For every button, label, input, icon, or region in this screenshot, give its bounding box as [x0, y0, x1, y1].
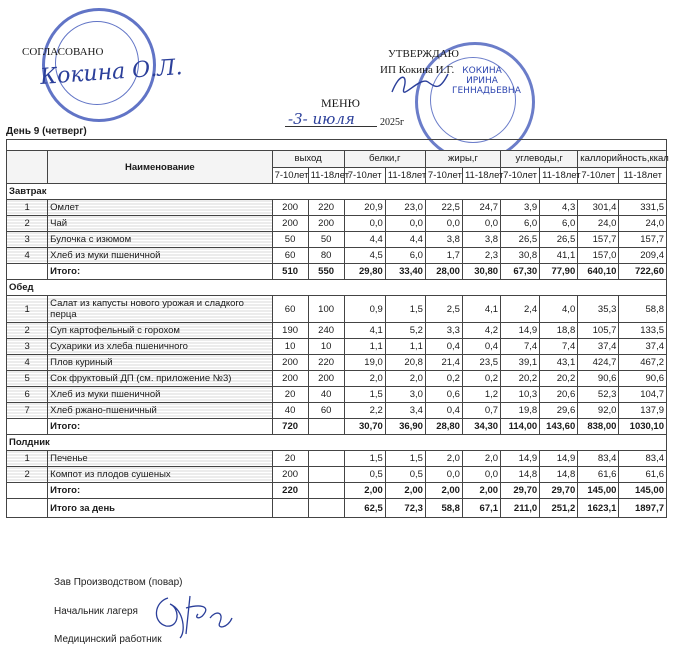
value-cell: 6,0	[540, 216, 578, 232]
value-cell: 200	[272, 200, 308, 216]
value-cell: 2,3	[462, 248, 500, 264]
total-label: Итого:	[48, 419, 272, 435]
dish-name: Хлеб ржано-пшеничный	[48, 403, 272, 419]
subheader-cell: 7-10лет	[425, 167, 462, 184]
row-number: 2	[7, 323, 48, 339]
value-cell: 41,1	[540, 248, 578, 264]
value-cell: 24,0	[578, 216, 619, 232]
table-row	[7, 403, 667, 419]
value-cell: 19,0	[344, 355, 385, 371]
value-cell: 2,5	[425, 296, 462, 323]
total-value-cell: 510	[272, 264, 308, 280]
dish-name: Хлеб из муки пшеничной	[48, 248, 272, 264]
section-title: Полдник	[7, 435, 667, 451]
value-cell: 23,0	[385, 200, 425, 216]
value-cell: 1,1	[385, 339, 425, 355]
value-cell: 2,2	[344, 403, 385, 419]
value-cell: 0,0	[344, 216, 385, 232]
value-cell: 4,4	[344, 232, 385, 248]
value-cell: 4,5	[344, 248, 385, 264]
dish-name: Сок фруктовый ДП (см. приложение №3)	[48, 371, 272, 387]
value-cell: 20,2	[501, 371, 540, 387]
value-cell: 200	[308, 371, 344, 387]
value-cell: 20,9	[344, 200, 385, 216]
total-value-cell: 30,80	[462, 264, 500, 280]
table-row	[7, 451, 667, 467]
value-cell: 240	[308, 323, 344, 339]
total-value-cell: 28,80	[425, 419, 462, 435]
total-empty-cell	[7, 419, 48, 435]
value-cell: 7,4	[540, 339, 578, 355]
value-cell: 29,6	[540, 403, 578, 419]
value-cell	[308, 467, 344, 483]
total-value-cell: 2,00	[462, 483, 500, 499]
date-underline	[285, 126, 377, 127]
day-total-value-cell: 67,1	[462, 499, 500, 518]
day-total-value-cell: 1897,7	[619, 499, 667, 518]
header-carbs: углеводы,г	[501, 151, 578, 168]
table-row	[7, 371, 667, 387]
header-kcal: каллорийность,ккал	[578, 151, 667, 168]
day-total-value-cell: 62,5	[344, 499, 385, 518]
row-number: 1	[7, 296, 48, 323]
value-cell: 10	[308, 339, 344, 355]
value-cell: 39,1	[501, 355, 540, 371]
value-cell: 200	[308, 216, 344, 232]
row-number: 4	[7, 355, 48, 371]
value-cell: 1,2	[462, 387, 500, 403]
value-cell: 190	[272, 323, 308, 339]
value-cell: 2,0	[344, 371, 385, 387]
total-value-cell: 2,00	[344, 483, 385, 499]
value-cell: 14,9	[540, 451, 578, 467]
total-value-cell: 145,00	[578, 483, 619, 499]
total-value-cell: 143,60	[540, 419, 578, 435]
day-total-row	[7, 499, 667, 518]
table-row	[7, 355, 667, 371]
dish-name: Салат из капусты нового урожая и сладкого перца	[48, 296, 272, 323]
value-cell: 137,9	[619, 403, 667, 419]
total-value-cell: 29,70	[540, 483, 578, 499]
value-cell: 4,1	[462, 296, 500, 323]
table-row	[7, 232, 667, 248]
value-cell: 200	[272, 355, 308, 371]
menu-table	[6, 139, 667, 518]
value-cell: 2,0	[425, 451, 462, 467]
row-number: 5	[7, 371, 48, 387]
value-cell: 23,5	[462, 355, 500, 371]
value-cell: 0,6	[425, 387, 462, 403]
value-cell: 200	[272, 216, 308, 232]
day-total-value-cell: 72,3	[385, 499, 425, 518]
total-value-cell	[308, 419, 344, 435]
row-number: 2	[7, 216, 48, 232]
day-label: День 9 (четверг)	[6, 126, 87, 137]
header-proteins: белки,г	[344, 151, 425, 168]
value-cell: 105,7	[578, 323, 619, 339]
value-cell: 0,0	[462, 467, 500, 483]
value-cell: 24,0	[619, 216, 667, 232]
row-number: 1	[7, 200, 48, 216]
value-cell: 58,8	[619, 296, 667, 323]
value-cell: 14,9	[501, 451, 540, 467]
value-cell: 331,5	[619, 200, 667, 216]
section-row	[7, 435, 667, 451]
value-cell: 90,6	[578, 371, 619, 387]
value-cell: 200	[272, 467, 308, 483]
dish-name: Омлет	[48, 200, 272, 216]
total-label: Итого:	[48, 483, 272, 499]
subheader-cell: 7-10лет	[344, 167, 385, 184]
value-cell: 3,3	[425, 323, 462, 339]
total-empty-cell	[7, 264, 48, 280]
value-cell: 5,2	[385, 323, 425, 339]
value-cell: 1,5	[385, 451, 425, 467]
value-cell: 0,2	[462, 371, 500, 387]
section-title: Завтрак	[7, 184, 667, 200]
total-value-cell: 550	[308, 264, 344, 280]
value-cell: 6,0	[501, 216, 540, 232]
value-cell: 14,8	[501, 467, 540, 483]
value-cell: 1,5	[385, 296, 425, 323]
value-cell: 52,3	[578, 387, 619, 403]
value-cell: 7,4	[501, 339, 540, 355]
header-row	[7, 151, 667, 168]
value-cell: 424,7	[578, 355, 619, 371]
table-row	[7, 248, 667, 264]
value-cell: 20,6	[540, 387, 578, 403]
value-cell: 3,8	[462, 232, 500, 248]
footer-head: Начальник лагеря	[54, 606, 138, 617]
value-cell: 60	[272, 296, 308, 323]
header-name: Наименование	[48, 151, 272, 184]
subheader-cell: 11-18лет	[385, 167, 425, 184]
dish-name: Компот из плодов сушеных	[48, 467, 272, 483]
value-cell: 6,0	[385, 248, 425, 264]
total-value-cell	[308, 483, 344, 499]
value-cell: 14,8	[540, 467, 578, 483]
value-cell: 0,4	[462, 339, 500, 355]
dish-name: Хлеб из муки пшеничной	[48, 387, 272, 403]
value-cell: 3,9	[501, 200, 540, 216]
value-cell: 21,4	[425, 355, 462, 371]
value-cell: 4,3	[540, 200, 578, 216]
value-cell: 26,5	[501, 232, 540, 248]
total-label: Итого:	[48, 264, 272, 280]
value-cell: 19,8	[501, 403, 540, 419]
table-row	[7, 296, 667, 323]
total-value-cell: 29,80	[344, 264, 385, 280]
year-label: 2025г	[380, 117, 405, 128]
value-cell: 1,5	[344, 451, 385, 467]
value-cell: 0,0	[462, 216, 500, 232]
value-cell	[308, 451, 344, 467]
day-total-value-cell: 211,0	[501, 499, 540, 518]
value-cell: 83,4	[578, 451, 619, 467]
row-number: 7	[7, 403, 48, 419]
value-cell: 467,2	[619, 355, 667, 371]
value-cell: 10,3	[501, 387, 540, 403]
head-signature	[150, 588, 235, 640]
value-cell: 3,4	[385, 403, 425, 419]
value-cell: 10	[272, 339, 308, 355]
value-cell: 50	[272, 232, 308, 248]
value-cell: 80	[308, 248, 344, 264]
dish-name: Плов куриный	[48, 355, 272, 371]
total-value-cell: 114,00	[501, 419, 540, 435]
value-cell: 18,8	[540, 323, 578, 339]
value-cell: 90,6	[619, 371, 667, 387]
value-cell: 3,0	[385, 387, 425, 403]
value-cell: 133,5	[619, 323, 667, 339]
row-number: 1	[7, 451, 48, 467]
day-total-label: Итого за день	[48, 499, 272, 518]
row-number: 6	[7, 387, 48, 403]
spacer-row	[7, 140, 667, 151]
table-row	[7, 216, 667, 232]
value-cell: 83,4	[619, 451, 667, 467]
total-value-cell: 720	[272, 419, 308, 435]
document-title: МЕНЮ	[321, 96, 360, 110]
total-value-cell: 67,30	[501, 264, 540, 280]
day-total-value-cell: 58,8	[425, 499, 462, 518]
value-cell: 157,7	[578, 232, 619, 248]
total-value-cell: 77,90	[540, 264, 578, 280]
value-cell: 157,0	[578, 248, 619, 264]
value-cell: 0,0	[425, 216, 462, 232]
total-value-cell: 36,90	[385, 419, 425, 435]
value-cell: 0,4	[425, 403, 462, 419]
value-cell: 1,7	[425, 248, 462, 264]
subheader-cell: 11-18лет	[462, 167, 500, 184]
table-row	[7, 467, 667, 483]
total-value-cell: 2,00	[385, 483, 425, 499]
subheader-cell: 7-10лет	[501, 167, 540, 184]
row-number: 3	[7, 232, 48, 248]
value-cell: 40	[272, 403, 308, 419]
value-cell: 60	[272, 248, 308, 264]
total-value-cell: 640,10	[578, 264, 619, 280]
day-total-empty-cell	[7, 499, 48, 518]
total-value-cell: 2,00	[425, 483, 462, 499]
footer-medic: Медицинский работник	[54, 634, 162, 645]
agreed-label: СОГЛАСОВАНО	[22, 46, 104, 58]
value-cell: 4,0	[540, 296, 578, 323]
value-cell: 0,5	[344, 467, 385, 483]
total-value-cell: 838,00	[578, 419, 619, 435]
value-cell: 0,7	[462, 403, 500, 419]
value-cell: 4,1	[344, 323, 385, 339]
value-cell: 60	[308, 403, 344, 419]
dish-name: Суп картофельный с горохом	[48, 323, 272, 339]
dish-name: Чай	[48, 216, 272, 232]
value-cell: 4,2	[462, 323, 500, 339]
total-empty-cell	[7, 483, 48, 499]
table-row	[7, 200, 667, 216]
subheader-cell: 11-18лет	[308, 167, 344, 184]
value-cell: 0,5	[385, 467, 425, 483]
total-value-cell: 29,70	[501, 483, 540, 499]
table-row	[7, 339, 667, 355]
value-cell: 100	[308, 296, 344, 323]
value-cell: 3,8	[425, 232, 462, 248]
total-value-cell: 722,60	[619, 264, 667, 280]
value-cell: 157,7	[619, 232, 667, 248]
value-cell: 0,0	[425, 467, 462, 483]
value-cell: 40	[308, 387, 344, 403]
value-cell: 200	[272, 371, 308, 387]
day-total-value-cell: 1623,1	[578, 499, 619, 518]
value-cell: 0,9	[344, 296, 385, 323]
value-cell: 2,0	[385, 371, 425, 387]
row-number: 3	[7, 339, 48, 355]
value-cell: 20	[272, 387, 308, 403]
subheader-cell: 7-10лет	[272, 167, 308, 184]
value-cell: 104,7	[619, 387, 667, 403]
approved-label: УТВЕРЖДАЮ	[388, 48, 459, 60]
total-row	[7, 264, 667, 280]
value-cell: 220	[308, 200, 344, 216]
left-signature: Кокина О.Л.	[39, 55, 184, 90]
approver-name: ИП Кокина И.Г.	[380, 64, 455, 76]
handwritten-date: -3- июля	[288, 110, 355, 128]
value-cell: 209,4	[619, 248, 667, 264]
row-number: 2	[7, 467, 48, 483]
value-cell: 0,2	[425, 371, 462, 387]
value-cell: 1,1	[344, 339, 385, 355]
day-total-value-cell	[308, 499, 344, 518]
approver-signature	[390, 68, 450, 98]
day-total-value-cell	[272, 499, 308, 518]
value-cell: 2,0	[462, 451, 500, 467]
value-cell: 61,6	[619, 467, 667, 483]
subheader-cell: 11-18лет	[540, 167, 578, 184]
value-cell: 1,5	[344, 387, 385, 403]
dish-name: Булочка с изюмом	[48, 232, 272, 248]
section-title: Обед	[7, 280, 667, 296]
value-cell: 20,2	[540, 371, 578, 387]
total-value-cell: 30,70	[344, 419, 385, 435]
value-cell: 50	[308, 232, 344, 248]
table-row	[7, 323, 667, 339]
value-cell: 2,4	[501, 296, 540, 323]
value-cell: 0,0	[385, 216, 425, 232]
dish-name: Сухарики из хлеба пшеничного	[48, 339, 272, 355]
dish-name: Печенье	[48, 451, 272, 467]
header-fats: жиры,г	[425, 151, 500, 168]
section-row	[7, 280, 667, 296]
value-cell: 14,9	[501, 323, 540, 339]
value-cell: 43,1	[540, 355, 578, 371]
value-cell: 220	[308, 355, 344, 371]
day-total-value-cell: 251,2	[540, 499, 578, 518]
footer-cook: Зав Производством (повар)	[54, 577, 183, 588]
total-value-cell: 220	[272, 483, 308, 499]
value-cell: 92,0	[578, 403, 619, 419]
value-cell: 22,5	[425, 200, 462, 216]
total-value-cell: 1030,10	[619, 419, 667, 435]
value-cell: 35,3	[578, 296, 619, 323]
subheader-cell: 11-18лет	[619, 167, 667, 184]
total-value-cell: 34,30	[462, 419, 500, 435]
value-cell: 24,7	[462, 200, 500, 216]
value-cell: 61,6	[578, 467, 619, 483]
table-row	[7, 387, 667, 403]
total-value-cell: 145,00	[619, 483, 667, 499]
header-number	[7, 151, 48, 184]
value-cell: 30,8	[501, 248, 540, 264]
value-cell: 4,4	[385, 232, 425, 248]
total-row	[7, 419, 667, 435]
value-cell: 26,5	[540, 232, 578, 248]
value-cell: 37,4	[619, 339, 667, 355]
total-value-cell: 28,00	[425, 264, 462, 280]
header-output: выход	[272, 151, 344, 168]
total-value-cell: 33,40	[385, 264, 425, 280]
total-row	[7, 483, 667, 499]
value-cell: 20,8	[385, 355, 425, 371]
section-row	[7, 184, 667, 200]
value-cell: 37,4	[578, 339, 619, 355]
value-cell: 301,4	[578, 200, 619, 216]
row-number: 4	[7, 248, 48, 264]
right-stamp-text: КОКИНА ИРИНА ГЕННАДЬЕВНА	[452, 66, 521, 96]
subheader-cell: 7-10лет	[578, 167, 619, 184]
value-cell: 20	[272, 451, 308, 467]
value-cell: 0,4	[425, 339, 462, 355]
